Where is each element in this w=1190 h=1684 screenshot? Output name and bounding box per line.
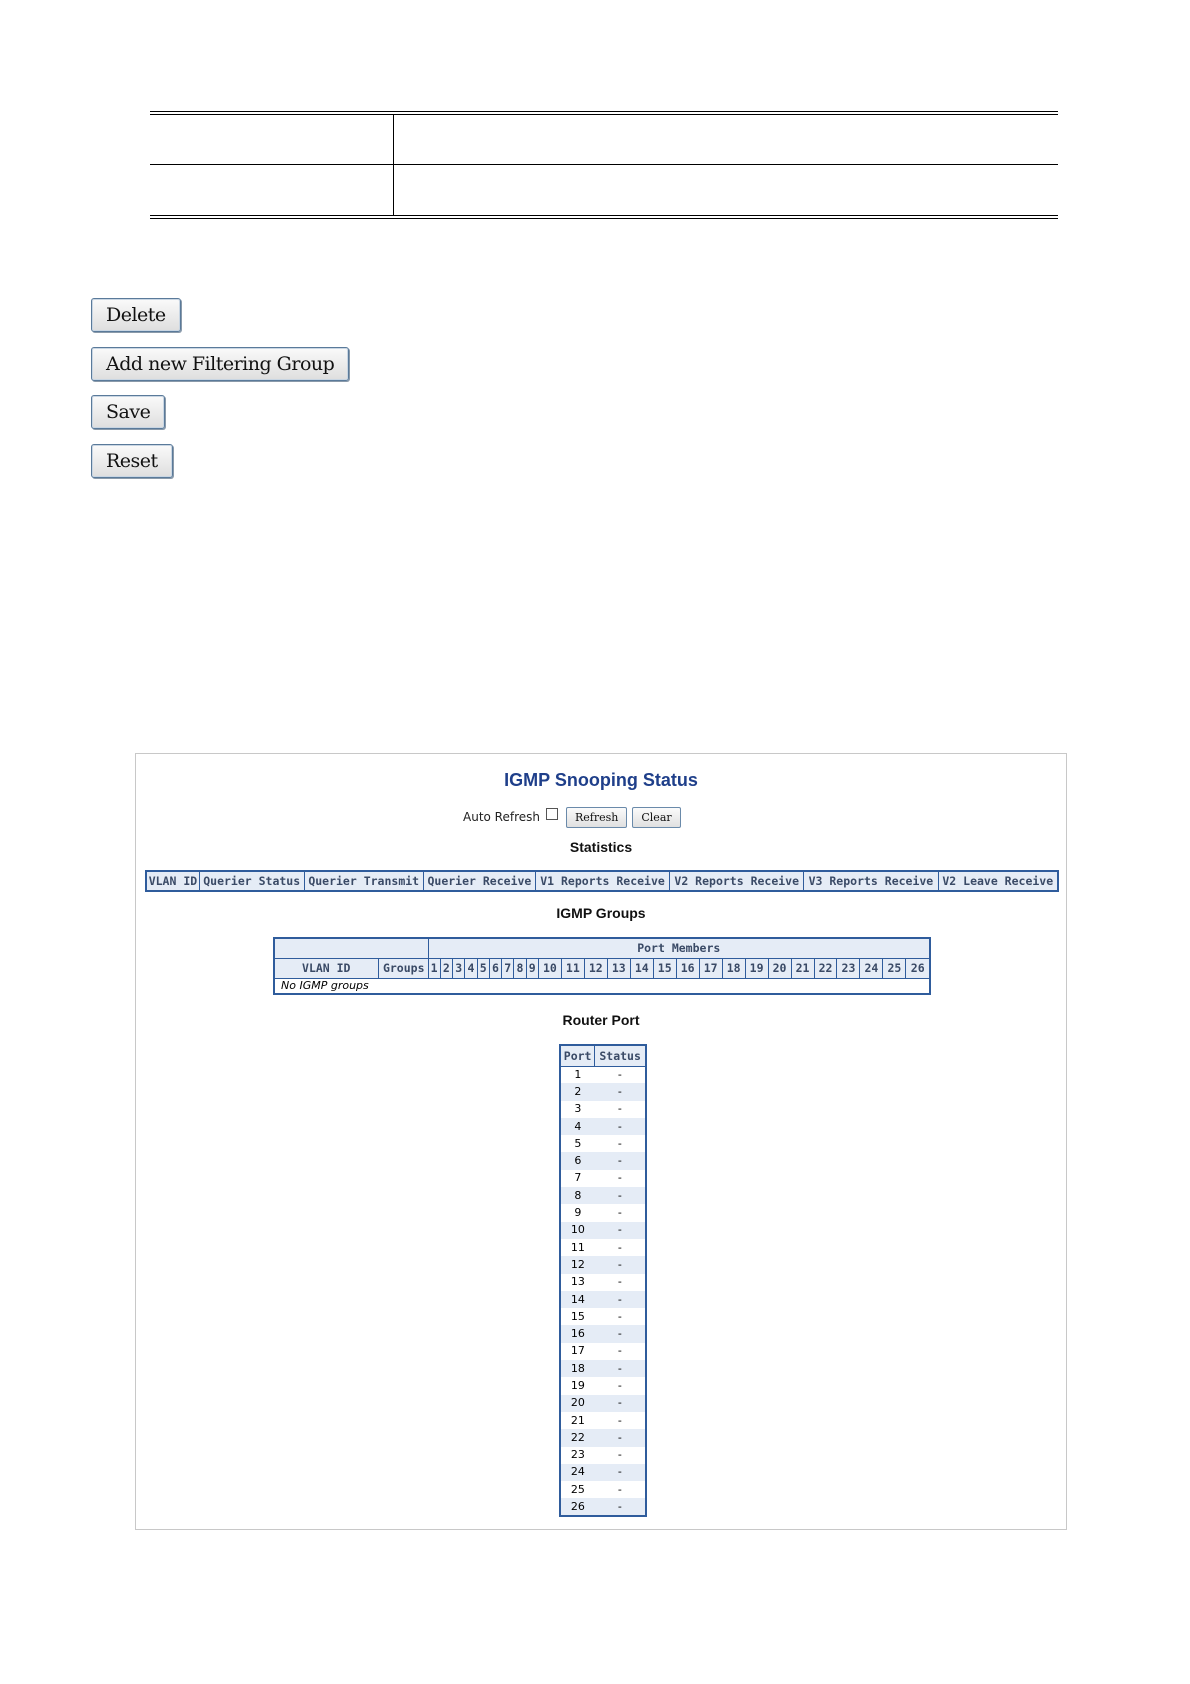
no-groups-message: No IGMP groups [274,978,930,994]
status-cell: - [595,1447,646,1464]
port-number-header: 26 [906,958,930,978]
groups-header: Groups [378,958,428,978]
port-cell: 23 [560,1447,595,1464]
clear-button[interactable]: Clear [632,807,680,828]
port-cell: 12 [560,1256,595,1273]
port-cell: 5 [560,1135,595,1152]
refresh-button[interactable]: Refresh [566,807,627,828]
port-number-header: 6 [489,958,501,978]
blank-header [274,938,428,958]
port-number-header: 7 [502,958,514,978]
statistics-column-header: Querier Status [199,871,304,891]
table-row [560,1464,646,1481]
port-cell: 21 [560,1412,595,1429]
port-number-header: 12 [584,958,607,978]
port-number-header: 24 [860,958,883,978]
port-number-header: 11 [561,958,584,978]
table-row [560,1170,646,1187]
port-cell: 14 [560,1291,595,1308]
port-cell: 4 [560,1118,595,1135]
port-cell: 19 [560,1377,595,1394]
status-cell: - [595,1464,646,1481]
port-number-header: 1 [428,958,440,978]
port-cell: 26 [560,1498,595,1515]
port-cell: 8 [560,1187,595,1204]
column-divider [393,115,394,215]
status-cell: - [595,1135,646,1152]
port-cell: 6 [560,1152,595,1169]
status-header: Status [595,1045,646,1066]
status-cell: - [595,1377,646,1394]
port-cell: 2 [560,1083,595,1100]
table-row [560,1481,646,1498]
delete-button[interactable]: Delete [91,298,181,332]
statistics-column-header: V2 Reports Receive [670,871,804,891]
port-number-header: 16 [676,958,699,978]
table-row [560,1152,646,1169]
table-header-row [274,938,930,958]
table-row [560,1135,646,1152]
status-cell: - [595,1222,646,1239]
table-row [560,1343,646,1360]
port-number-header: 5 [477,958,489,978]
table-row [560,1308,646,1325]
port-cell: 7 [560,1170,595,1187]
port-cell: 25 [560,1481,595,1498]
statistics-table [145,870,1059,892]
port-number-header: 19 [745,958,768,978]
table-row [560,1395,646,1412]
parameter-row [150,115,1058,165]
table-header-row [560,1045,646,1066]
parameter-row [150,166,1058,216]
statistics-column-header: Querier Transmit [304,871,423,891]
table-row [560,1239,646,1256]
port-number-header: 4 [465,958,477,978]
page-title: IGMP Snooping Status [504,770,698,790]
status-cell: - [595,1429,646,1446]
status-cell: - [595,1274,646,1291]
status-cell: - [595,1118,646,1135]
igmp-groups-title: IGMP Groups [556,905,646,921]
port-cell: 10 [560,1222,595,1239]
port-number-header: 21 [791,958,814,978]
port-number-header: 10 [538,958,561,978]
table-row [560,1083,646,1100]
port-number-header: 9 [526,958,538,978]
statistics-column-header: V1 Reports Receive [535,871,669,891]
table-row [560,1360,646,1377]
port-cell: 18 [560,1360,595,1377]
status-cell: - [595,1308,646,1325]
table-row [560,1118,646,1135]
add-filtering-group-button[interactable]: Add new Filtering Group [91,347,349,381]
table-row [560,1377,646,1394]
status-cell: - [595,1187,646,1204]
port-cell: 13 [560,1274,595,1291]
table-row [274,978,930,994]
status-cell: - [595,1498,646,1515]
table-row [560,1291,646,1308]
port-number-header: 23 [837,958,860,978]
status-cell: - [595,1256,646,1273]
status-cell: - [595,1412,646,1429]
table-row [560,1447,646,1464]
statistics-column-header: VLAN ID [146,871,199,891]
parameter-table [150,111,1058,219]
table-row [560,1204,646,1221]
port-cell: 3 [560,1101,595,1118]
table-row [560,1066,646,1083]
port-cell: 24 [560,1464,595,1481]
port-cell: 1 [560,1066,595,1083]
table-header-row [274,958,930,978]
port-number-header: 2 [440,958,452,978]
table-row [560,1325,646,1342]
igmp-status-panel [135,753,1067,1530]
port-number-header: 3 [453,958,465,978]
status-cell: - [595,1395,646,1412]
table-row [560,1101,646,1118]
port-header: Port [560,1045,595,1066]
table-header-row [146,871,1058,891]
router-port-table [559,1044,647,1517]
statistics-column-header: Querier Receive [423,871,535,891]
table-row [560,1256,646,1273]
statistics-column-header: V2 Leave Receive [938,871,1058,891]
table-row [560,1498,646,1515]
auto-refresh-label: Auto Refresh [463,810,540,824]
table-row [560,1412,646,1429]
status-cell: - [595,1343,646,1360]
port-number-header: 20 [768,958,791,978]
port-cell: 11 [560,1239,595,1256]
auto-refresh-checkbox[interactable] [546,808,558,820]
table-row [560,1187,646,1204]
port-number-header: 13 [607,958,630,978]
port-members-header: Port Members [428,938,930,958]
status-cell: - [595,1204,646,1221]
port-cell: 17 [560,1343,595,1360]
table-row [560,1274,646,1291]
status-cell: - [595,1083,646,1100]
save-button[interactable]: Save [91,395,165,429]
status-cell: - [595,1325,646,1342]
table-row [560,1429,646,1446]
port-number-header: 15 [653,958,676,978]
port-cell: 15 [560,1308,595,1325]
port-number-header: 8 [514,958,526,978]
status-cell: - [595,1152,646,1169]
status-cell: - [595,1481,646,1498]
igmp-groups-table [273,937,931,995]
port-cell: 20 [560,1395,595,1412]
reset-button[interactable]: Reset [91,444,173,478]
status-cell: - [595,1291,646,1308]
status-cell: - [595,1170,646,1187]
status-cell: - [595,1066,646,1083]
table-row [560,1222,646,1239]
port-cell: 22 [560,1429,595,1446]
status-cell: - [595,1360,646,1377]
vlan-id-header: VLAN ID [274,958,378,978]
port-number-header: 14 [630,958,653,978]
status-cell: - [595,1239,646,1256]
statistics-title: Statistics [569,839,633,855]
port-cell: 9 [560,1204,595,1221]
status-cell: - [595,1101,646,1118]
router-port-title: Router Port [562,1012,640,1028]
refresh-bar [463,806,686,828]
port-number-header: 25 [883,958,906,978]
port-number-header: 22 [814,958,837,978]
port-cell: 16 [560,1325,595,1342]
port-number-header: 17 [699,958,722,978]
statistics-column-header: V3 Reports Receive [804,871,938,891]
port-number-header: 18 [722,958,745,978]
